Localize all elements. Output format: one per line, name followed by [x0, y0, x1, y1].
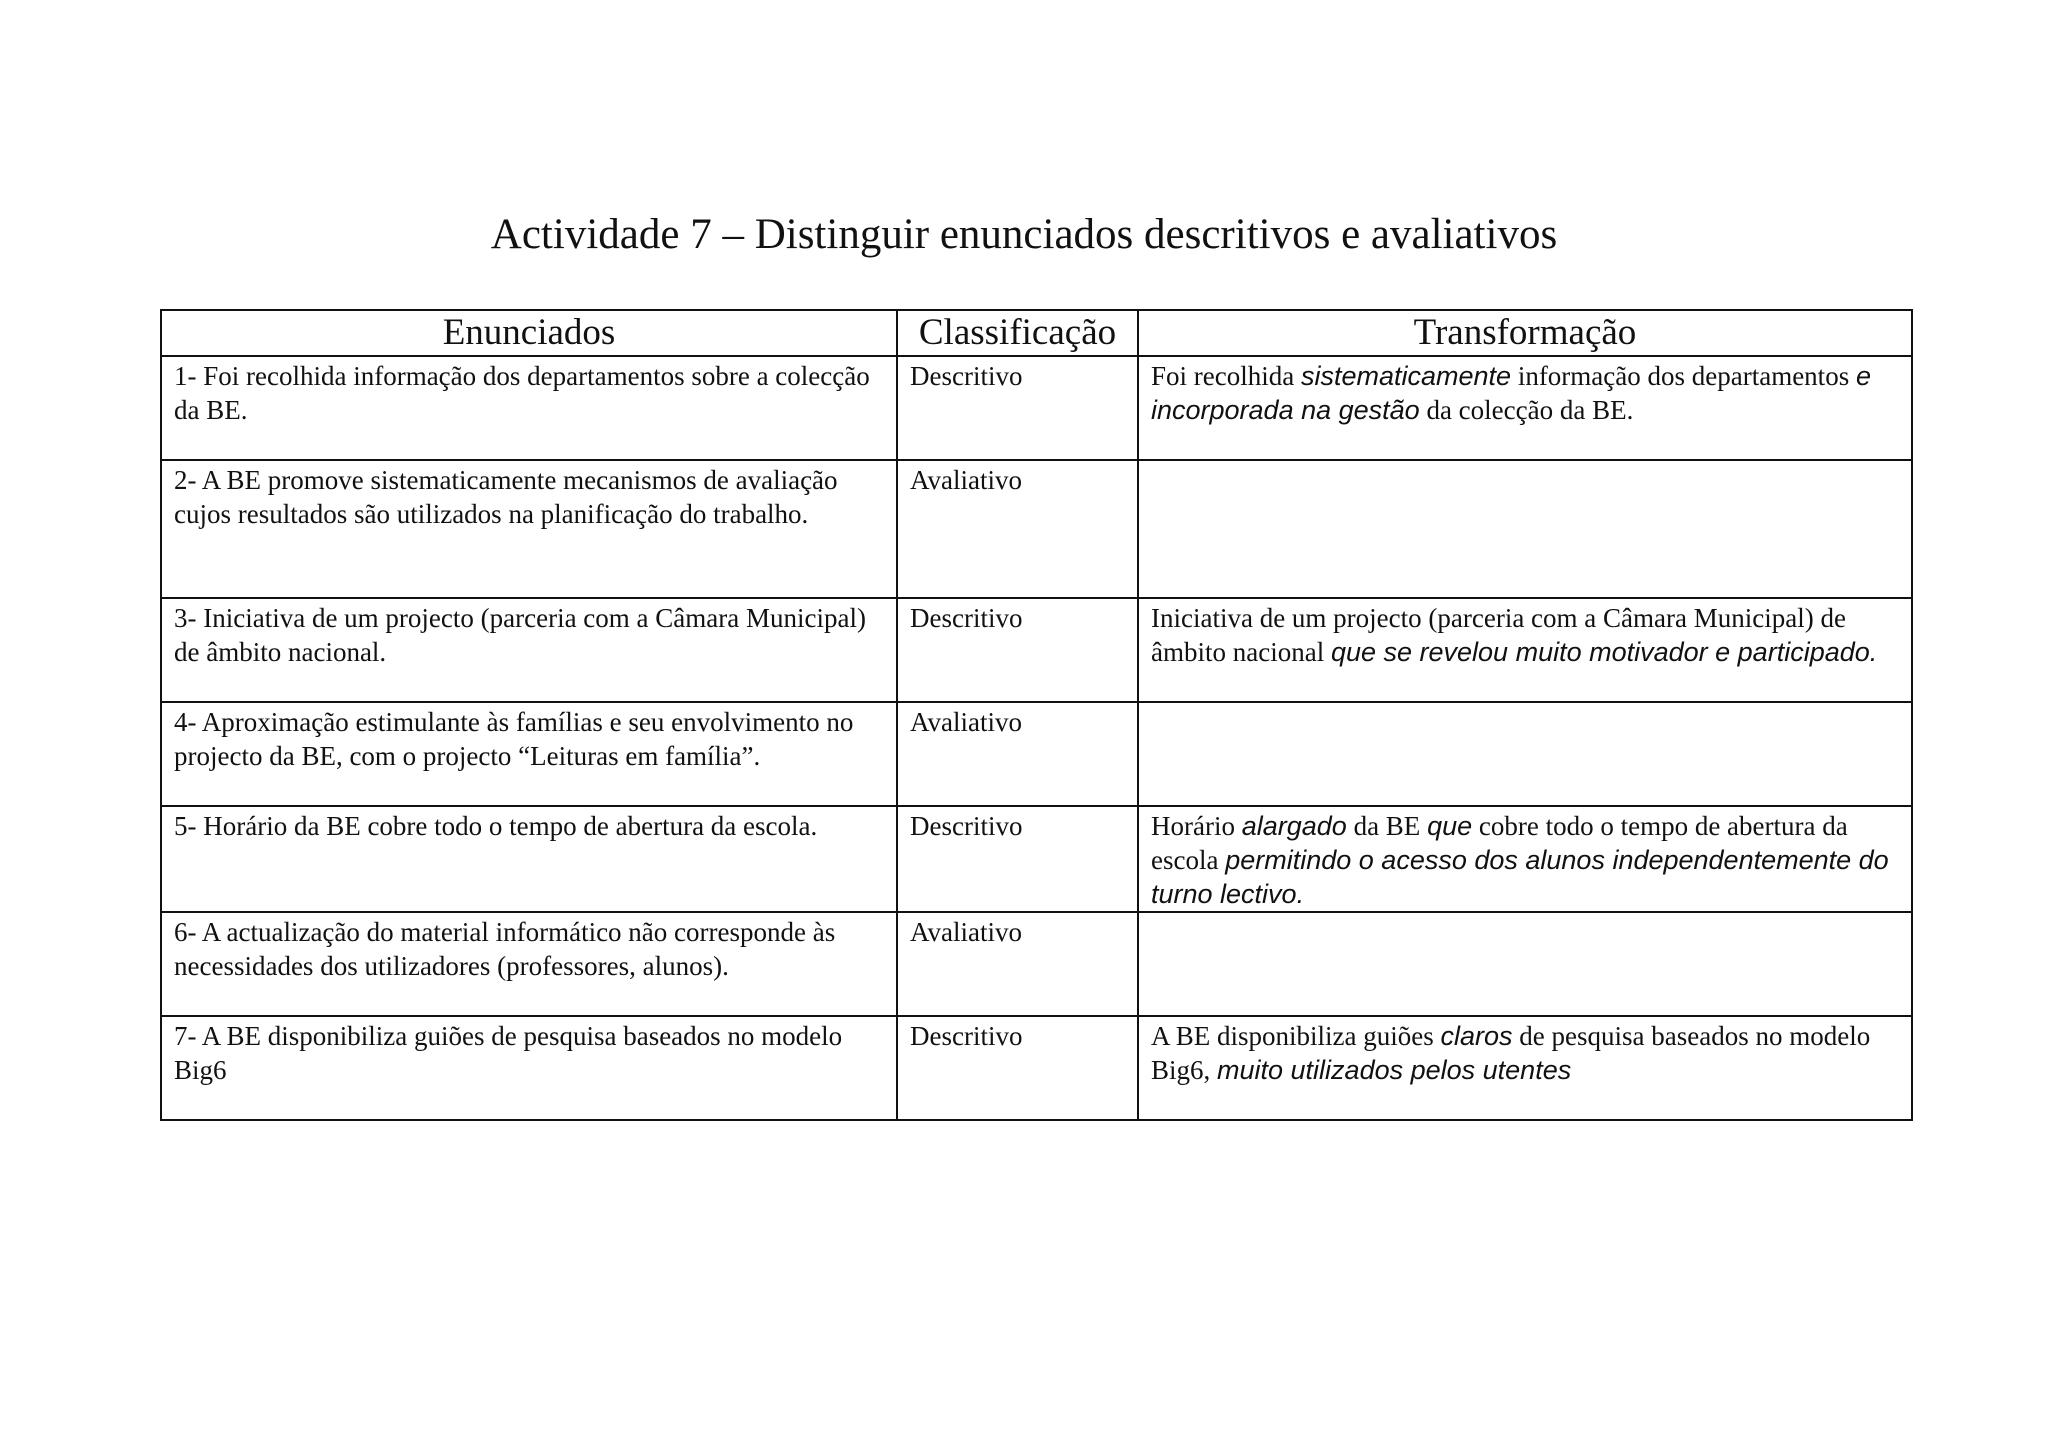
emphasis-text: permitindo o acesso dos alunos independentemente do turno lectivo.	[1151, 845, 1889, 909]
cell-classificacao: Avaliativo	[897, 460, 1138, 598]
page-title: Actividade 7 – Distinguir enunciados descritivos e avaliativos	[490, 211, 1558, 258]
emphasis-text: que	[1427, 811, 1473, 841]
table-row	[161, 1016, 1912, 1120]
activity-table	[160, 309, 1913, 1121]
header-row	[161, 310, 1912, 356]
cell-enunciado: 5- Horário da BE cobre todo o tempo de abertura da escola.	[161, 806, 897, 912]
emphasis-text: sistematicamente	[1300, 361, 1512, 391]
emphasis-text: muito utilizados pelos utentes	[1217, 1055, 1572, 1085]
cell-enunciado: 7- A BE disponibiliza guiões de pesquisa baseados no modelo Big6	[161, 1016, 897, 1120]
cell-classificacao: Descritivo	[897, 806, 1138, 912]
emphasis-text: que se revelou muito motivador e participado.	[1330, 637, 1878, 667]
cell-enunciado: 6- A actualização do material informático não corresponde às necessidades dos utilizadores (professores, alunos).	[161, 912, 897, 1016]
cell-enunciado: 1- Foi recolhida informação dos departamentos sobre a colecção da BE.	[161, 356, 897, 460]
cell-classificacao: Avaliativo	[897, 912, 1138, 1016]
cell-classificacao: Descritivo	[897, 1016, 1138, 1120]
cell-enunciado: 3- Iniciativa de um projecto (parceria com a Câmara Municipal) de âmbito nacional.	[161, 598, 897, 702]
plain-text: Foi recolhida	[1151, 361, 1301, 391]
cell-enunciado: 2- A BE promove sistematicamente mecanismos de avaliação cujos resultados são utilizados na planificação do trabalho.	[161, 460, 897, 598]
emphasis-text: e incorporada na gestão	[1151, 361, 1871, 425]
cell-transformacao	[1138, 1016, 1912, 1120]
cell-transformacao	[1138, 460, 1912, 598]
header-classificacao: Classificação	[897, 310, 1138, 356]
plain-text: da BE	[1346, 811, 1428, 841]
table-row	[161, 806, 1912, 912]
table-row	[161, 460, 1912, 598]
cell-classificacao: Descritivo	[897, 598, 1138, 702]
emphasis-text: alargado	[1241, 811, 1347, 841]
emphasis-text: claros	[1440, 1021, 1513, 1051]
cell-transformacao	[1138, 598, 1912, 702]
cell-classificacao: Avaliativo	[897, 702, 1138, 806]
table-row	[161, 702, 1912, 806]
plain-text: de pesquisa baseados no modelo Big6,	[1151, 1021, 1871, 1085]
cell-transformacao	[1138, 806, 1912, 912]
cell-transformacao	[1138, 356, 1912, 460]
plain-text: da colecção da BE.	[1419, 395, 1634, 425]
header-transformacao: Transformação	[1138, 310, 1912, 356]
plain-text: informação dos departamentos	[1511, 361, 1856, 391]
table-row	[161, 356, 1912, 460]
cell-transformacao	[1138, 912, 1912, 1016]
header-enunciados: Enunciados	[161, 310, 897, 356]
cell-transformacao	[1138, 702, 1912, 806]
table-row	[161, 912, 1912, 1016]
plain-text: Iniciativa de um projecto (parceria com a Câmara Municipal) de âmbito nacional	[1151, 603, 1846, 667]
plain-text: cobre todo o tempo de abertura da escola	[1151, 811, 1848, 875]
plain-text: A BE disponibiliza guiões	[1151, 1021, 1441, 1051]
cell-classificacao: Descritivo	[897, 356, 1138, 460]
table-row	[161, 598, 1912, 702]
plain-text: Horário	[1151, 811, 1242, 841]
cell-enunciado: 4- Aproximação estimulante às famílias e seu envolvimento no projecto da BE, com o projecto “Leituras em família”.	[161, 702, 897, 806]
